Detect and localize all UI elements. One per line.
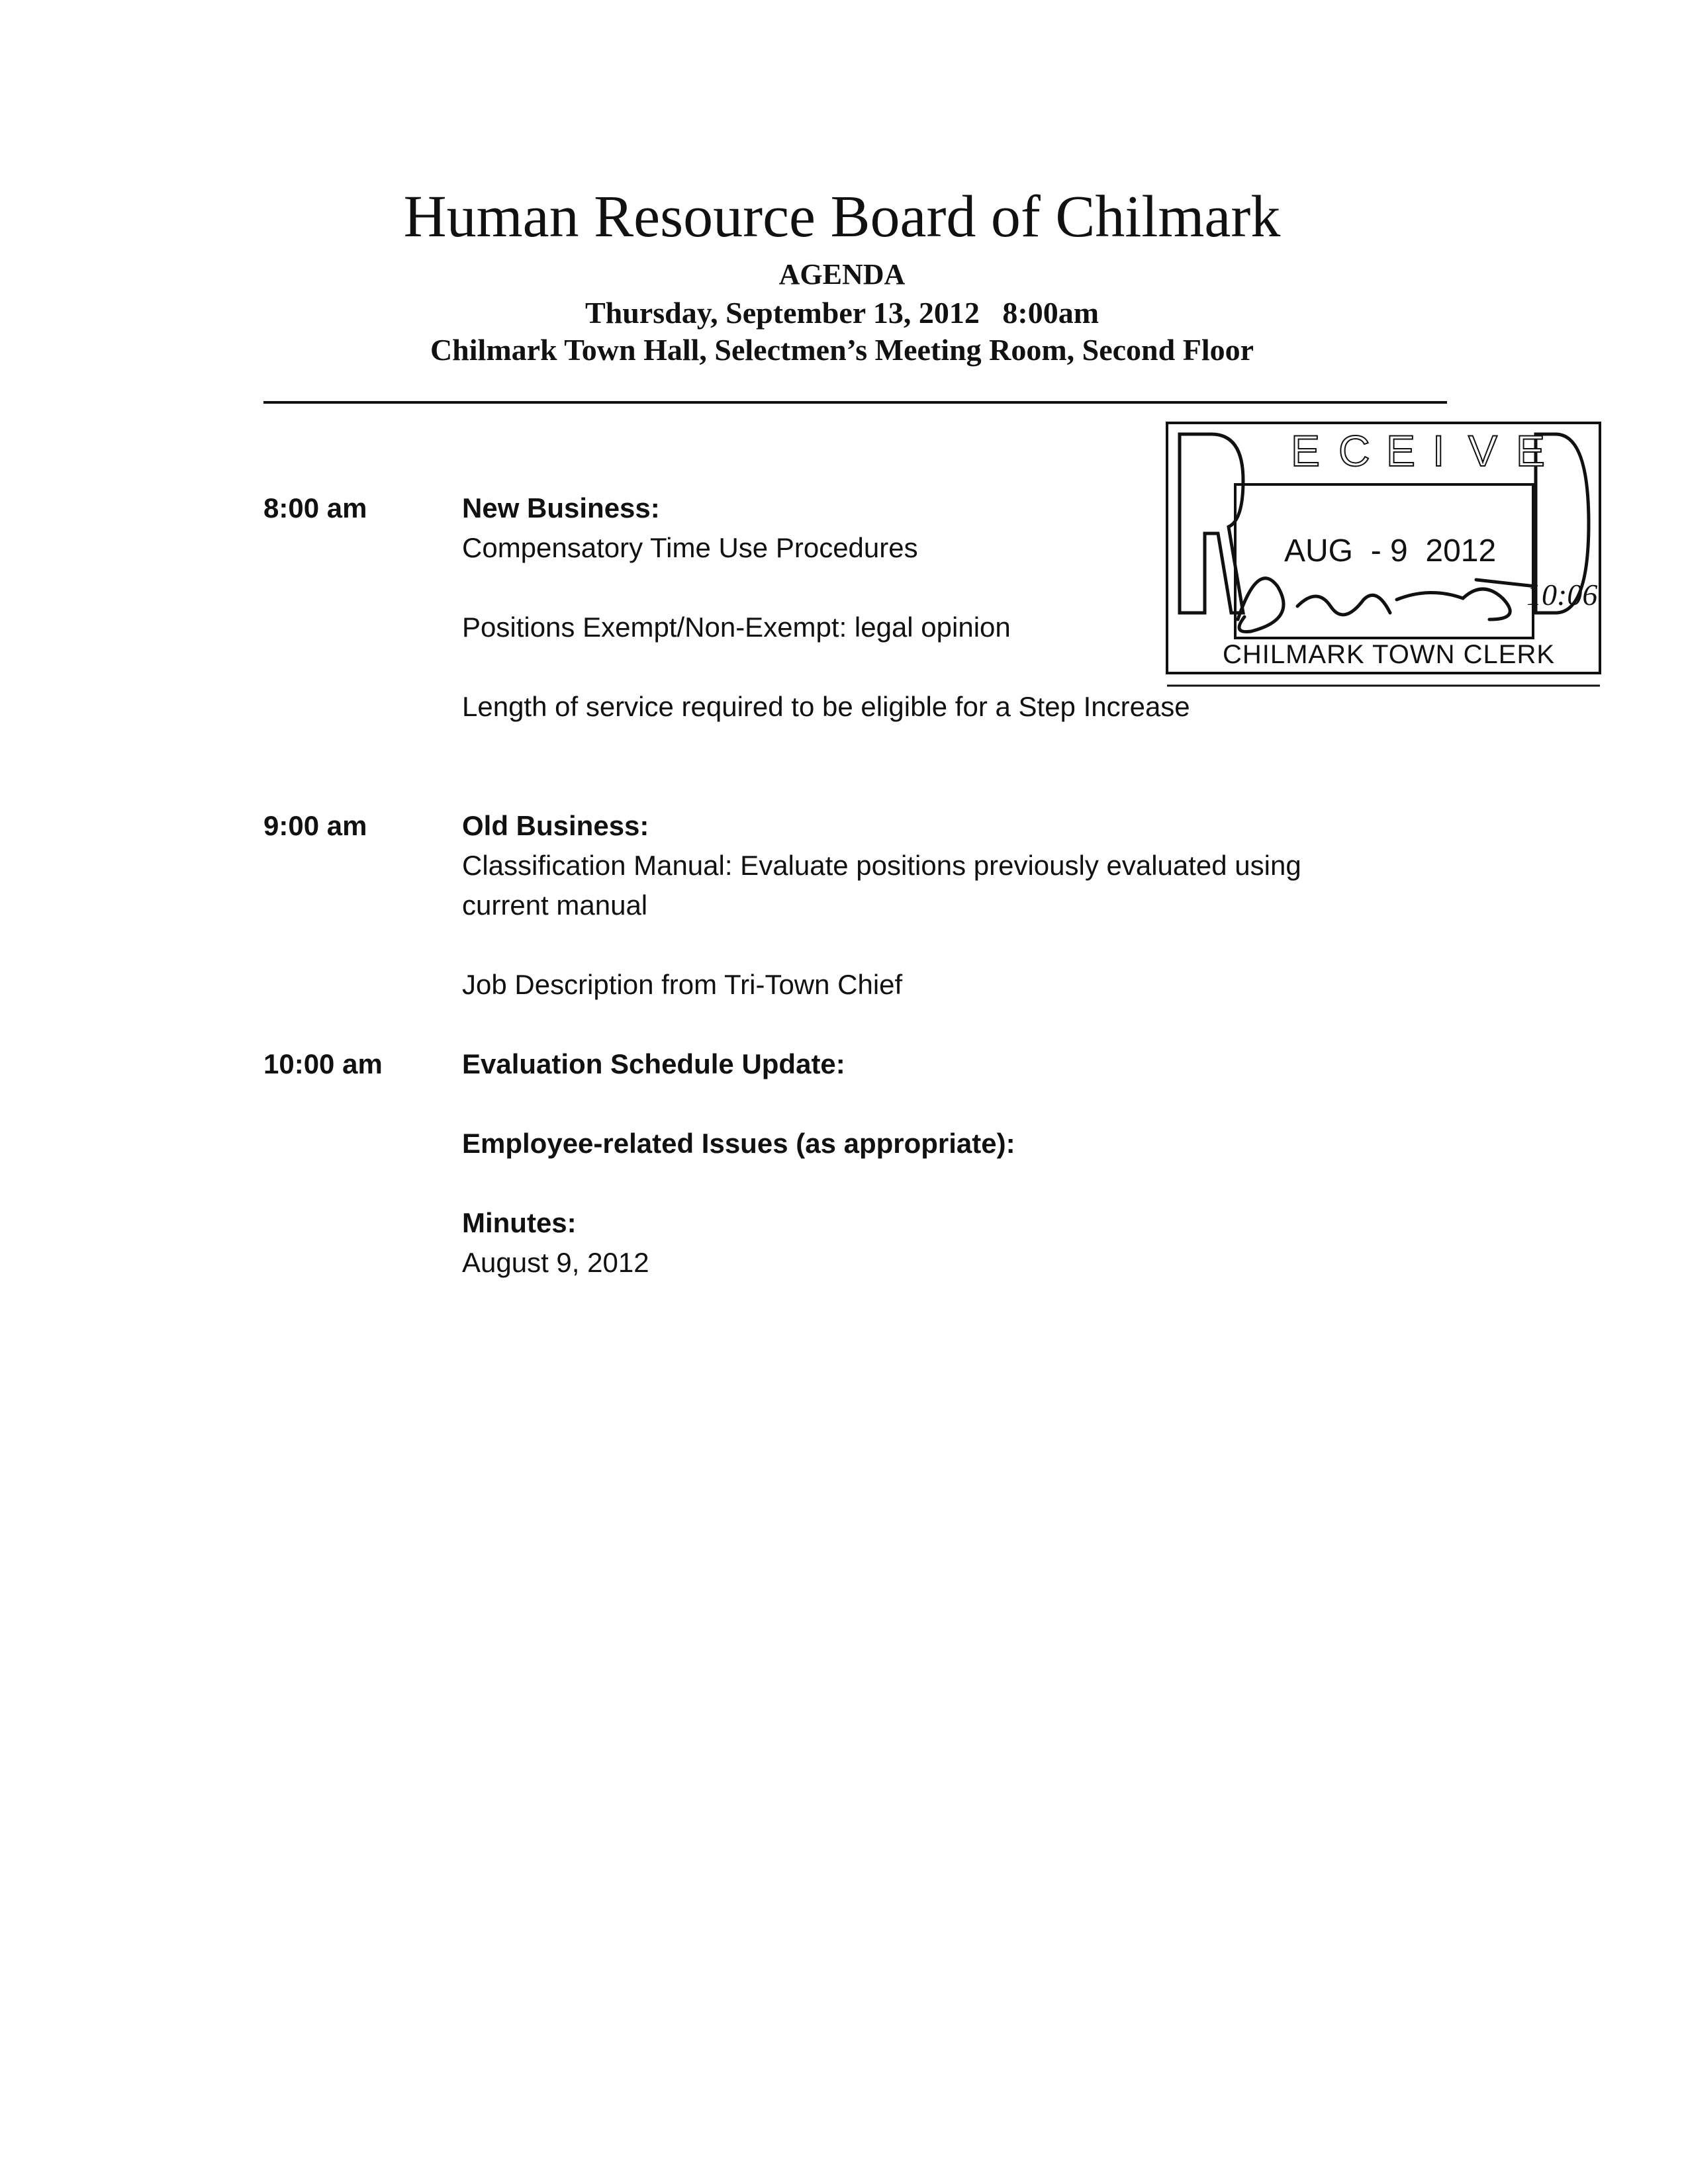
document-subtitle: AGENDA bbox=[778, 258, 906, 291]
agenda-item: Positions Exempt/Non-Exempt: legal opinion bbox=[462, 612, 1011, 643]
section-time-2: 9:00 am bbox=[263, 810, 367, 841]
agenda-item: Length of service required to be eligible for a Step Increase bbox=[462, 691, 1190, 722]
stamp-date: AUG - 9 2012 bbox=[1284, 533, 1497, 569]
agenda-item-continuation: current manual bbox=[462, 889, 648, 921]
section-heading-old-business: Old Business: bbox=[462, 810, 649, 841]
section-heading-evaluation-schedule: Evaluation Schedule Update: bbox=[462, 1048, 845, 1079]
section-heading-employee-issues: Employee-related Issues (as appropriate): bbox=[462, 1128, 1015, 1159]
section-time-1: 8:00 am bbox=[263, 492, 367, 523]
agenda-item: Job Description from Tri-Town Chief bbox=[462, 969, 903, 1000]
stamp-time-note: 10:06 bbox=[1526, 578, 1598, 612]
header-divider bbox=[263, 401, 1447, 404]
stamp-letter: C bbox=[1338, 426, 1370, 475]
stamp-office: CHILMARK TOWN CLERK bbox=[1222, 640, 1556, 669]
meeting-datetime: Thursday, September 13, 2012 8:00am bbox=[585, 296, 1099, 330]
section-heading-minutes: Minutes: bbox=[462, 1207, 577, 1238]
agenda-item: Compensatory Time Use Procedures bbox=[462, 532, 918, 563]
document-title: Human Resource Board of Chilmark bbox=[403, 184, 1281, 250]
agenda-item: Classification Manual: Evaluate positions previously evaluated using bbox=[462, 850, 1301, 881]
section-time-3: 10:00 am bbox=[263, 1048, 383, 1079]
stamp-letter: I bbox=[1432, 426, 1445, 475]
agenda-item: August 9, 2012 bbox=[462, 1247, 649, 1278]
stamp-letter: E bbox=[1291, 426, 1321, 475]
received-stamp bbox=[1165, 421, 1602, 690]
stamp-letter: V bbox=[1468, 426, 1498, 475]
meeting-location: Chilmark Town Hall, Selectmen’s Meeting Room, Second Floor bbox=[430, 333, 1254, 367]
section-heading-new-business: New Business: bbox=[462, 492, 660, 523]
stamp-letter: E bbox=[1516, 426, 1546, 475]
stamp-letter: E bbox=[1386, 426, 1416, 475]
